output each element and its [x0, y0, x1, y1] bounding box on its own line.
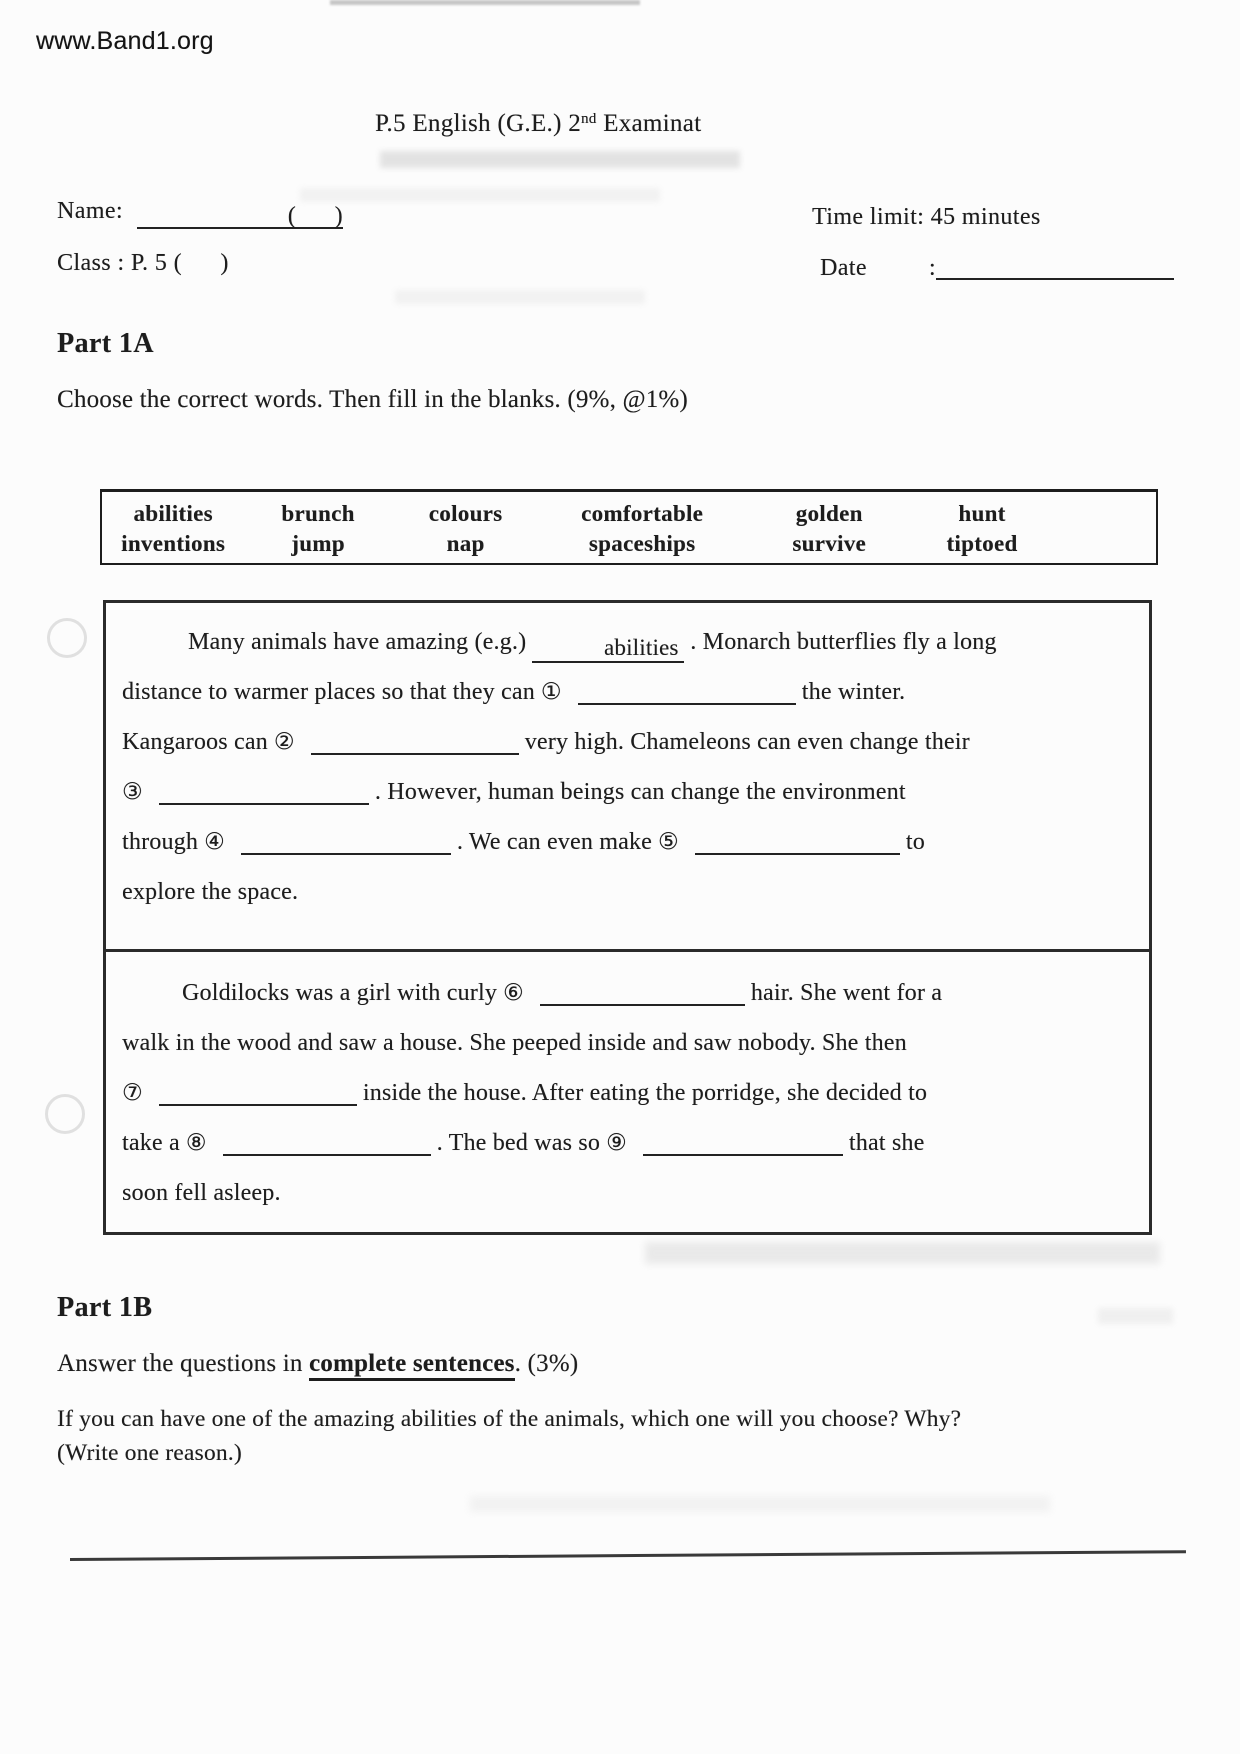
circled-number-8: ⑧ — [185, 1130, 207, 1156]
blank-9 — [643, 1124, 843, 1156]
passage-line — [122, 1118, 1135, 1168]
date-underline — [936, 254, 1174, 280]
passage-text: inside the house. After eating the porridge, she decided to — [362, 1080, 928, 1106]
word-bank-item: golden — [795, 500, 863, 526]
class-label: Class : P. 5 ( ) — [57, 250, 229, 276]
date-field-row — [820, 254, 1174, 282]
word-bank-item: inventions — [121, 530, 226, 556]
passage-text: through — [122, 829, 199, 855]
passage-line — [122, 968, 1135, 1018]
date-label: Date — [820, 255, 867, 281]
blank-2 — [311, 723, 519, 755]
blank-4 — [241, 823, 451, 855]
word-bank-item: jump — [291, 530, 345, 556]
blank-1 — [578, 673, 796, 705]
scan-artifact — [645, 1242, 1160, 1264]
exam-title-tail: Examinat — [596, 110, 702, 137]
time-limit-label: Time limit: 45 minutes — [812, 204, 1041, 230]
word-bank-item: colours — [428, 500, 503, 526]
word-bank-item: brunch — [281, 500, 355, 526]
passage-text: explore the space. — [122, 879, 299, 905]
part-1a-heading: Part 1A — [57, 328, 154, 359]
word-bank-item: tiptoed — [946, 530, 1018, 556]
circled-number-7: ⑦ — [122, 1080, 143, 1106]
answer-writing-line — [70, 1550, 1186, 1561]
passage-text: . We can even make — [456, 829, 653, 855]
question-line-2: (Write one reason.) — [57, 1440, 242, 1466]
passage-text: the winter. — [801, 679, 906, 705]
passage-text: very high. Chameleons can even change their — [524, 729, 970, 755]
name-field-row — [57, 198, 343, 229]
passage-text: soon fell asleep. — [122, 1180, 281, 1206]
scan-artifact — [1098, 1308, 1173, 1324]
passage-2-box — [103, 952, 1152, 1235]
word-bank-item: survive — [792, 530, 867, 556]
blank-6 — [540, 974, 745, 1006]
blank-3 — [159, 773, 369, 805]
instruction-emphasis: complete sentences — [309, 1350, 515, 1381]
blank-7 — [159, 1074, 357, 1106]
question-line-1: If you can have one of the amazing abilities of the animals, which one will you choose? Why? — [57, 1406, 962, 1432]
word-bank-item: nap — [446, 530, 485, 556]
passage-text: Many animals have amazing (e.g.) — [188, 629, 527, 655]
passage-text: walk in the wood and saw a house. She peeped inside and saw nobody. She then — [122, 1030, 907, 1056]
passage-line — [122, 1068, 1135, 1118]
exam-title-ordinal: nd — [581, 111, 597, 127]
passage-line — [122, 667, 1135, 717]
passage-line — [122, 617, 1135, 667]
passage-text: that she — [848, 1130, 925, 1156]
exam-title-text: P.5 English (G.E.) 2 — [375, 110, 581, 137]
passage-line — [122, 767, 1135, 817]
passage-text: take a — [122, 1130, 180, 1156]
passage-text: to — [905, 829, 925, 855]
word-bank-item: spaceships — [588, 530, 696, 556]
word-bank-item: comfortable — [581, 500, 704, 526]
blank-5 — [695, 823, 900, 855]
scan-artifact — [470, 1496, 1050, 1512]
blank-8 — [223, 1124, 431, 1156]
passage-text: distance to warmer places so that they can — [122, 679, 535, 705]
passage-line — [122, 817, 1135, 867]
part-1b-heading: Part 1B — [57, 1292, 153, 1323]
passage-text: Goldilocks was a girl with curly — [182, 980, 498, 1006]
passage-text: . The bed was so — [436, 1130, 601, 1156]
word-bank-box — [100, 489, 1158, 565]
scan-artifact — [380, 151, 740, 168]
example-answer-blank: abilities — [532, 631, 684, 663]
passage-line — [122, 1168, 1135, 1218]
circled-number-2: ② — [273, 729, 295, 755]
passage-line — [122, 717, 1135, 767]
date-colon: : — [928, 255, 936, 281]
scan-artifact — [330, 0, 640, 5]
circled-number-6: ⑥ — [503, 980, 524, 1006]
circled-number-3: ③ — [122, 779, 143, 805]
site-watermark: www.Band1.org — [36, 27, 214, 55]
exam-title — [375, 110, 701, 138]
word-bank-spacer — [1051, 501, 1156, 527]
scan-artifact — [395, 290, 645, 304]
scan-artifact — [300, 188, 660, 202]
part-1a-instruction: Choose the correct words. Then fill in the blanks. (9%, @1%) — [57, 386, 688, 413]
passage-line — [122, 1018, 1135, 1068]
passage-text: hair. She went for a — [750, 980, 943, 1006]
circled-number-1: ① — [540, 679, 562, 705]
circled-number-5: ⑤ — [658, 829, 679, 855]
word-bank-item: hunt — [958, 500, 1006, 526]
instruction-text: Answer the questions in — [57, 1350, 309, 1377]
passage-1-box — [103, 600, 1152, 952]
passage-text: Kangaroos can — [122, 729, 268, 755]
circled-number-4: ④ — [204, 829, 225, 855]
part-1b-instruction — [57, 1350, 578, 1378]
passage-text: . Monarch butterflies fly a long — [690, 629, 997, 655]
cloze-passages — [103, 600, 1152, 1235]
name-underline — [137, 203, 343, 229]
name-label: Name: — [57, 198, 123, 224]
hole-punch-mark — [45, 1094, 85, 1134]
passage-line — [122, 867, 1135, 917]
circled-number-9: ⑨ — [606, 1130, 627, 1156]
name-class-paren: ( ) — [287, 203, 343, 229]
passage-text: . However, human beings can change the environment — [374, 779, 906, 805]
hole-punch-mark — [47, 618, 87, 658]
word-bank-item: abilities — [133, 500, 213, 526]
instruction-text: . (3%) — [514, 1350, 579, 1377]
